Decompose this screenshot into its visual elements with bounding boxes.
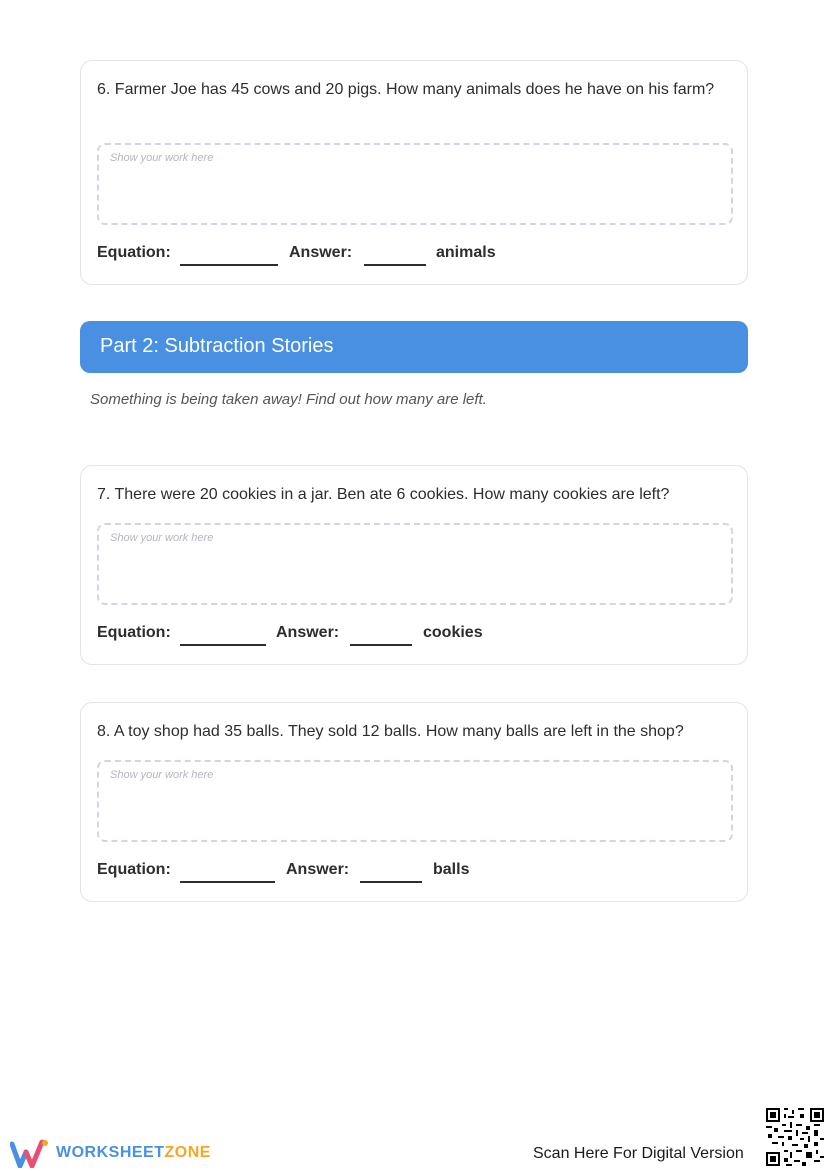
answer-label: Answer: xyxy=(286,861,350,878)
answer-row xyxy=(97,861,733,885)
worksheetzone-logo-icon xyxy=(10,1138,50,1168)
answer-blank[interactable] xyxy=(360,881,422,883)
work-area[interactable] xyxy=(97,760,733,842)
answer-unit: cookies xyxy=(423,624,483,641)
answer-row xyxy=(97,624,733,648)
equation-label: Equation: xyxy=(97,624,171,641)
question-text: 6. Farmer Joe has 45 cows and 20 pigs. How many animals does he have on his farm? xyxy=(97,81,715,98)
answer-label: Answer: xyxy=(276,624,340,641)
work-area[interactable] xyxy=(97,523,733,605)
question-text: 7. There were 20 cookies in a jar. Ben ate 6 cookies. How many cookies are left? xyxy=(97,486,670,503)
equation-blank[interactable] xyxy=(180,644,266,646)
answer-unit: balls xyxy=(433,861,470,878)
work-area-placeholder: Show your work here xyxy=(110,152,214,164)
brand-part-2: ZONE xyxy=(164,1144,211,1161)
answer-blank[interactable] xyxy=(364,264,426,266)
work-area[interactable] xyxy=(97,143,733,225)
work-area-placeholder: Show your work here xyxy=(110,769,214,781)
question-text: 8. A toy shop had 35 balls. They sold 12 balls. How many balls are left in the shop? xyxy=(97,723,684,740)
answer-unit: animals xyxy=(436,244,496,261)
part-title: Part 2: Subtraction Stories xyxy=(100,335,334,357)
scan-label: Scan Here For Digital Version xyxy=(533,1145,744,1162)
brand-part-1: WORKSHEET xyxy=(56,1144,165,1161)
qr-code-icon[interactable] xyxy=(766,1108,824,1166)
problem-card-7 xyxy=(80,465,748,665)
equation-blank[interactable] xyxy=(180,881,275,883)
equation-label: Equation: xyxy=(97,244,171,261)
brand-name xyxy=(56,1144,211,1162)
equation-blank[interactable] xyxy=(180,264,278,266)
part-instructions: Something is being taken away! Find out how many are left. xyxy=(90,391,487,408)
problem-card-8 xyxy=(80,702,748,902)
answer-label: Answer: xyxy=(289,244,353,261)
answer-blank[interactable] xyxy=(350,644,412,646)
part-2-header xyxy=(80,321,748,373)
problem-card-6 xyxy=(80,60,748,285)
work-area-placeholder: Show your work here xyxy=(110,532,214,544)
equation-label: Equation: xyxy=(97,861,171,878)
answer-row xyxy=(97,244,733,268)
